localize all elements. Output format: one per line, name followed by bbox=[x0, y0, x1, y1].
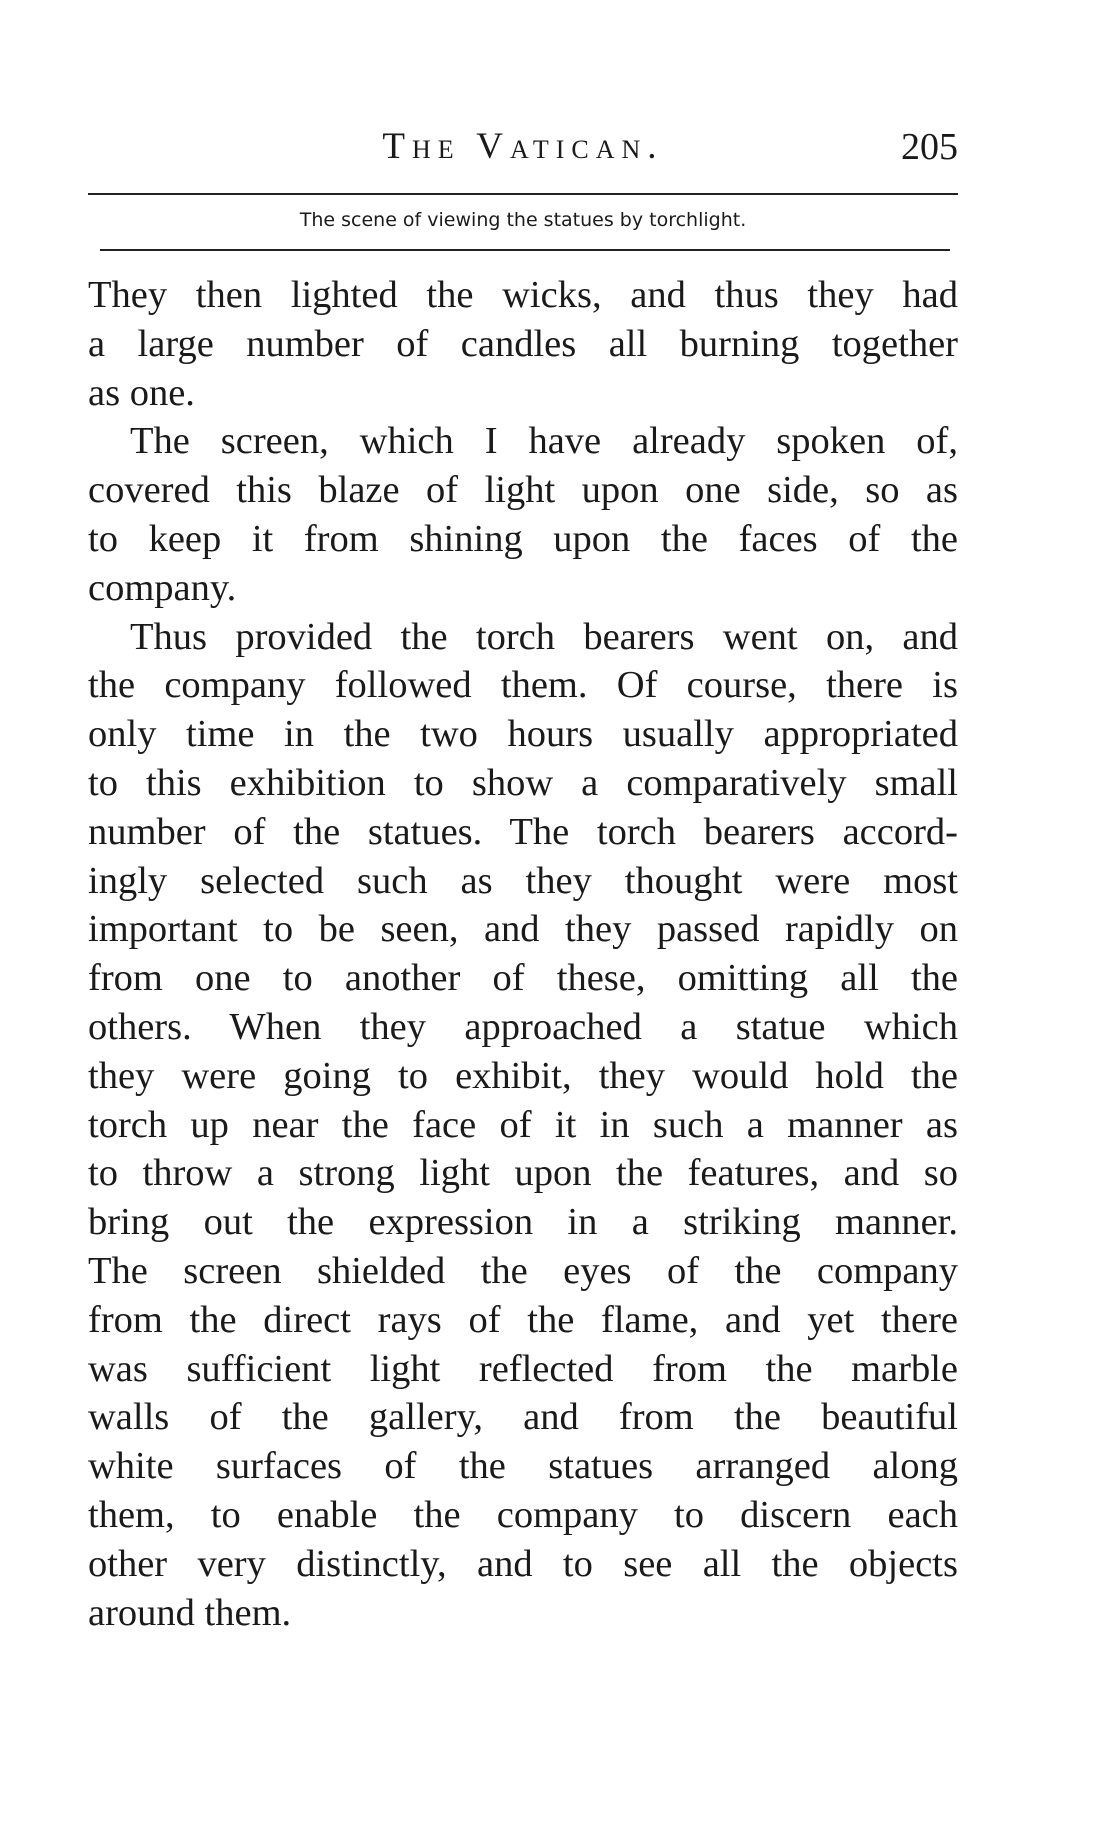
text-line: The screen, which I have already spoken of, bbox=[130, 420, 958, 463]
text-line: The screen shielded the eyes of the company bbox=[88, 1249, 958, 1292]
running-title: The Vatican. bbox=[382, 126, 664, 167]
text-line: was sufficient light reflected from the marble bbox=[88, 1347, 958, 1390]
page-number: 205 bbox=[901, 126, 958, 168]
text-line: to this exhibition to show a comparatively small bbox=[88, 761, 958, 804]
side-note: The scene of viewing the statues by torchlight. bbox=[299, 209, 747, 231]
text-line: others. When they approached a statue which bbox=[88, 1005, 958, 1048]
text-line: to throw a strong light upon the features, and so bbox=[88, 1152, 958, 1195]
text-line: bring out the expression in a striking manner. bbox=[88, 1201, 958, 1244]
text-line: as one. bbox=[88, 371, 195, 414]
text-line: from the direct rays of the flame, and yet there bbox=[88, 1298, 958, 1341]
text-line: torch up near the face of it in such a manner as bbox=[88, 1103, 958, 1146]
text-line: important to be seen, and they passed rapidly on bbox=[88, 908, 958, 951]
text-line: they were going to exhibit, they would hold the bbox=[88, 1054, 958, 1097]
text-line: the company followed them. Of course, there is bbox=[88, 664, 958, 707]
text-line: other very distinctly, and to see all the objects bbox=[88, 1542, 958, 1585]
text-line: walls of the gallery, and from the beautiful bbox=[88, 1396, 958, 1439]
text-line: to keep it from shining upon the faces of the bbox=[88, 517, 958, 560]
text-line: white surfaces of the statues arranged along bbox=[88, 1445, 958, 1488]
running-head bbox=[88, 122, 958, 172]
text-line: from one to another of these, omitting all the bbox=[88, 957, 958, 1000]
text-line: Thus provided the torch bearers went on, and bbox=[130, 615, 958, 658]
text-line: only time in the two hours usually appropriated bbox=[88, 713, 958, 756]
text-line: them, to enable the company to discern each bbox=[88, 1493, 958, 1536]
text-line: around them. bbox=[88, 1591, 292, 1634]
text-line: company. bbox=[88, 566, 237, 609]
header-rule-bottom bbox=[100, 249, 950, 251]
body-text bbox=[88, 271, 958, 1637]
text-line: covered this blaze of light upon one side, so as bbox=[88, 469, 958, 512]
text-line: a large number of candles all burning together bbox=[88, 322, 958, 365]
text-line: They then lighted the wicks, and thus they had bbox=[88, 274, 958, 316]
text-line: ingly selected such as they thought were most bbox=[88, 859, 958, 902]
text-line: number of the statues. The torch bearers accord- bbox=[88, 810, 958, 853]
header-rule-top bbox=[88, 193, 958, 195]
